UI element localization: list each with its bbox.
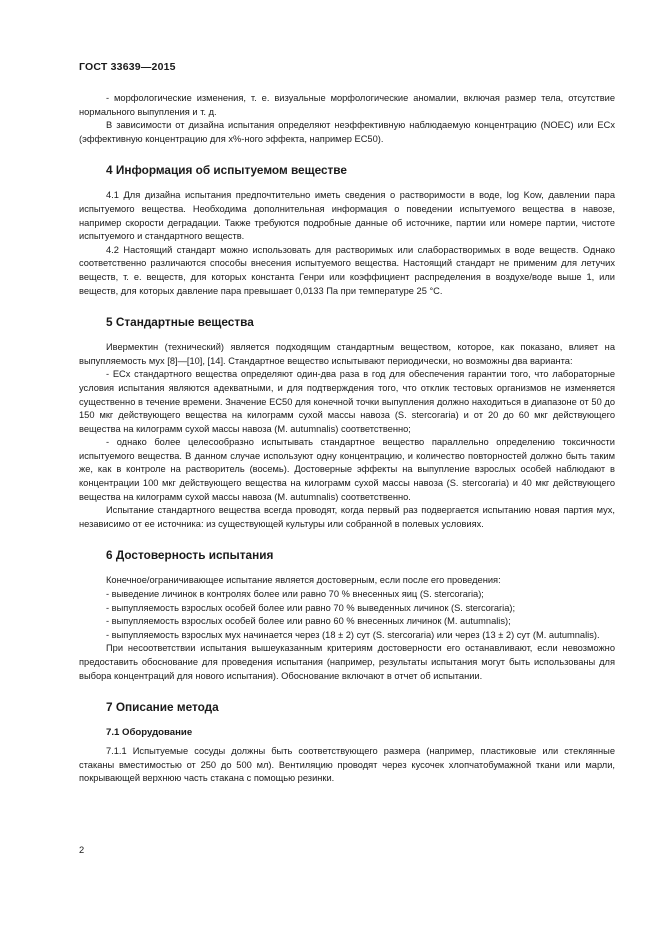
page-number: 2 (79, 845, 85, 855)
section-6-list-item-2: - выпупляемость взрослых особей более или равно 70 % выведенных личинок (S. stercoraria); (106, 602, 516, 613)
intro-paragraph-2: В зависимости от дизайна испытания определяют неэффективную наблюдаемую концентрацию (NOEC) или ECx (эффективную концентрацию для х%-ного эффекта, например EC50). (79, 120, 615, 144)
section-6-heading: 6 Достоверность испытания (106, 548, 274, 563)
section-5-paragraph-2: - ECx стандартного вещества определяют один-два раза в год для обеспечения гарантии того, что лабораторные условия испытания являются адекватными, и для подтверждения того, что отклик тестовых организмов не изменяется существенно в течение времени. Значение EC50 для конечной точки выпупления должно находиться в диапазоне от 50 до 150 мкг действующего вещества на килограмм сухой массы навоза (S. stercoraria) и от 20 до 60 мкг действующего вещества на килограмм сухой массы навоза (M. autumnalis) соответственно; (79, 369, 615, 434)
section-6-list-item-3: - выпупляемость взрослых особей более или равно 60 % внесенных личинок (M. autumnalis); (106, 616, 511, 627)
section-5-paragraph-4: Испытание стандартного вещества всегда проводят, когда первый раз подвергается испытанию новая партия мух, независимо от ее источника: из существующей культуры или собранной в полевых условиях. (79, 505, 615, 529)
document-body (79, 92, 615, 786)
section-5-paragraph-1: Ивермектин (технический) является подходящим стандартным веществом, которое, как показано, влияет на выпупляемость мух [8]—[10], [14]. Стандартное вещество испытывают периодически, но возможны два варианта: (79, 342, 615, 366)
section-5-heading: 5 Стандартные вещества (106, 315, 254, 330)
intro-paragraph-1: - морфологические изменения, т. е. визуальные морфологические аномалии, включая размер тела, отсутствие нормального выпупления и т. д. (79, 93, 615, 117)
section-6-list-item-4: - выпупляемость взрослых мух начинается через (18 ± 2) сут (S. stercoraria) или через (13 ± 2) сут (M. autumnalis). (106, 629, 600, 640)
section-4-paragraph-2: 4.2 Настоящий стандарт можно использовать для растворимых или слаборастворимых в воде веществ. Однако соответственно различаются способы внесения испытуемого вещества. Настоящий стандарт не применим для летучих веществ, т. е. веществ, для которых константа Генри или коэффициент распределения в воздухе/воде выше 1, или веществ, для которых давление пара превышает 0,0133 Па при температуре 25 °С. (79, 244, 615, 296)
section-6-paragraph-1: Конечное/ограничивающее испытание является достоверным, если после его проведения: (106, 575, 501, 586)
section-7-1-subheading: 7.1 Оборудование (106, 727, 193, 739)
section-6-list-item-1: - выведение личинок в контролях более или равно 70 % внесенных яиц (S. stercoraria); (106, 589, 484, 600)
section-7-heading: 7 Описание метода (106, 700, 219, 715)
section-7-paragraph-1: 7.1.1 Испытуемые сосуды должны быть соответствующего размера (например, пластиковые или стеклянные стаканы вместимостью от 250 до 500 мл). Вентиляцию проводят через кусочек хлопчатобумажной ткани или марли, покрывающей верхнюю часть стакана с помощью резинки. (79, 746, 615, 784)
document-header: ГОСТ 33639—2015 (79, 61, 176, 73)
section-4-heading: 4 Информация об испытуемом веществе (106, 163, 347, 178)
section-6-paragraph-2: При несоответствии испытания вышеуказанным критериям достоверности его останавливают, если невозможно предоставить обоснование для проведения испытания (например, результаты испытания могут быть использованы для выбора концентраций для нового испытания). Обоснование включают в отчет об испытании. (79, 643, 615, 681)
section-5-paragraph-3: - однако более целесообразно испытывать стандартное вещество параллельно определению токсичности испытуемого вещества. В данном случае используют одну концентрацию, и количество повторностей должно быть таким же, как в контроле на растворитель (восемь). Достоверные эффекты на выпупление взрослых особей наблюдают в концентрации 100 мкг действующего вещества на килограмм сухой массы навоза (S. stercoraria) и 40 мкг действующего вещества на килограмм сухой массы навоза (M. autumnalis) соответственно. (79, 437, 615, 502)
section-4-paragraph-1: 4.1 Для дизайна испытания предпочтительно иметь сведения о растворимости в воде, log Kow, давлении пара испытуемого вещества. Необходима дополнительная информация о поведении испытуемого вещества в навозе, например скорости деградации. Также требуются подробные данные об источнике, партии или номере партии, чистоте испытуемого и стандартного веществ. (79, 190, 615, 242)
